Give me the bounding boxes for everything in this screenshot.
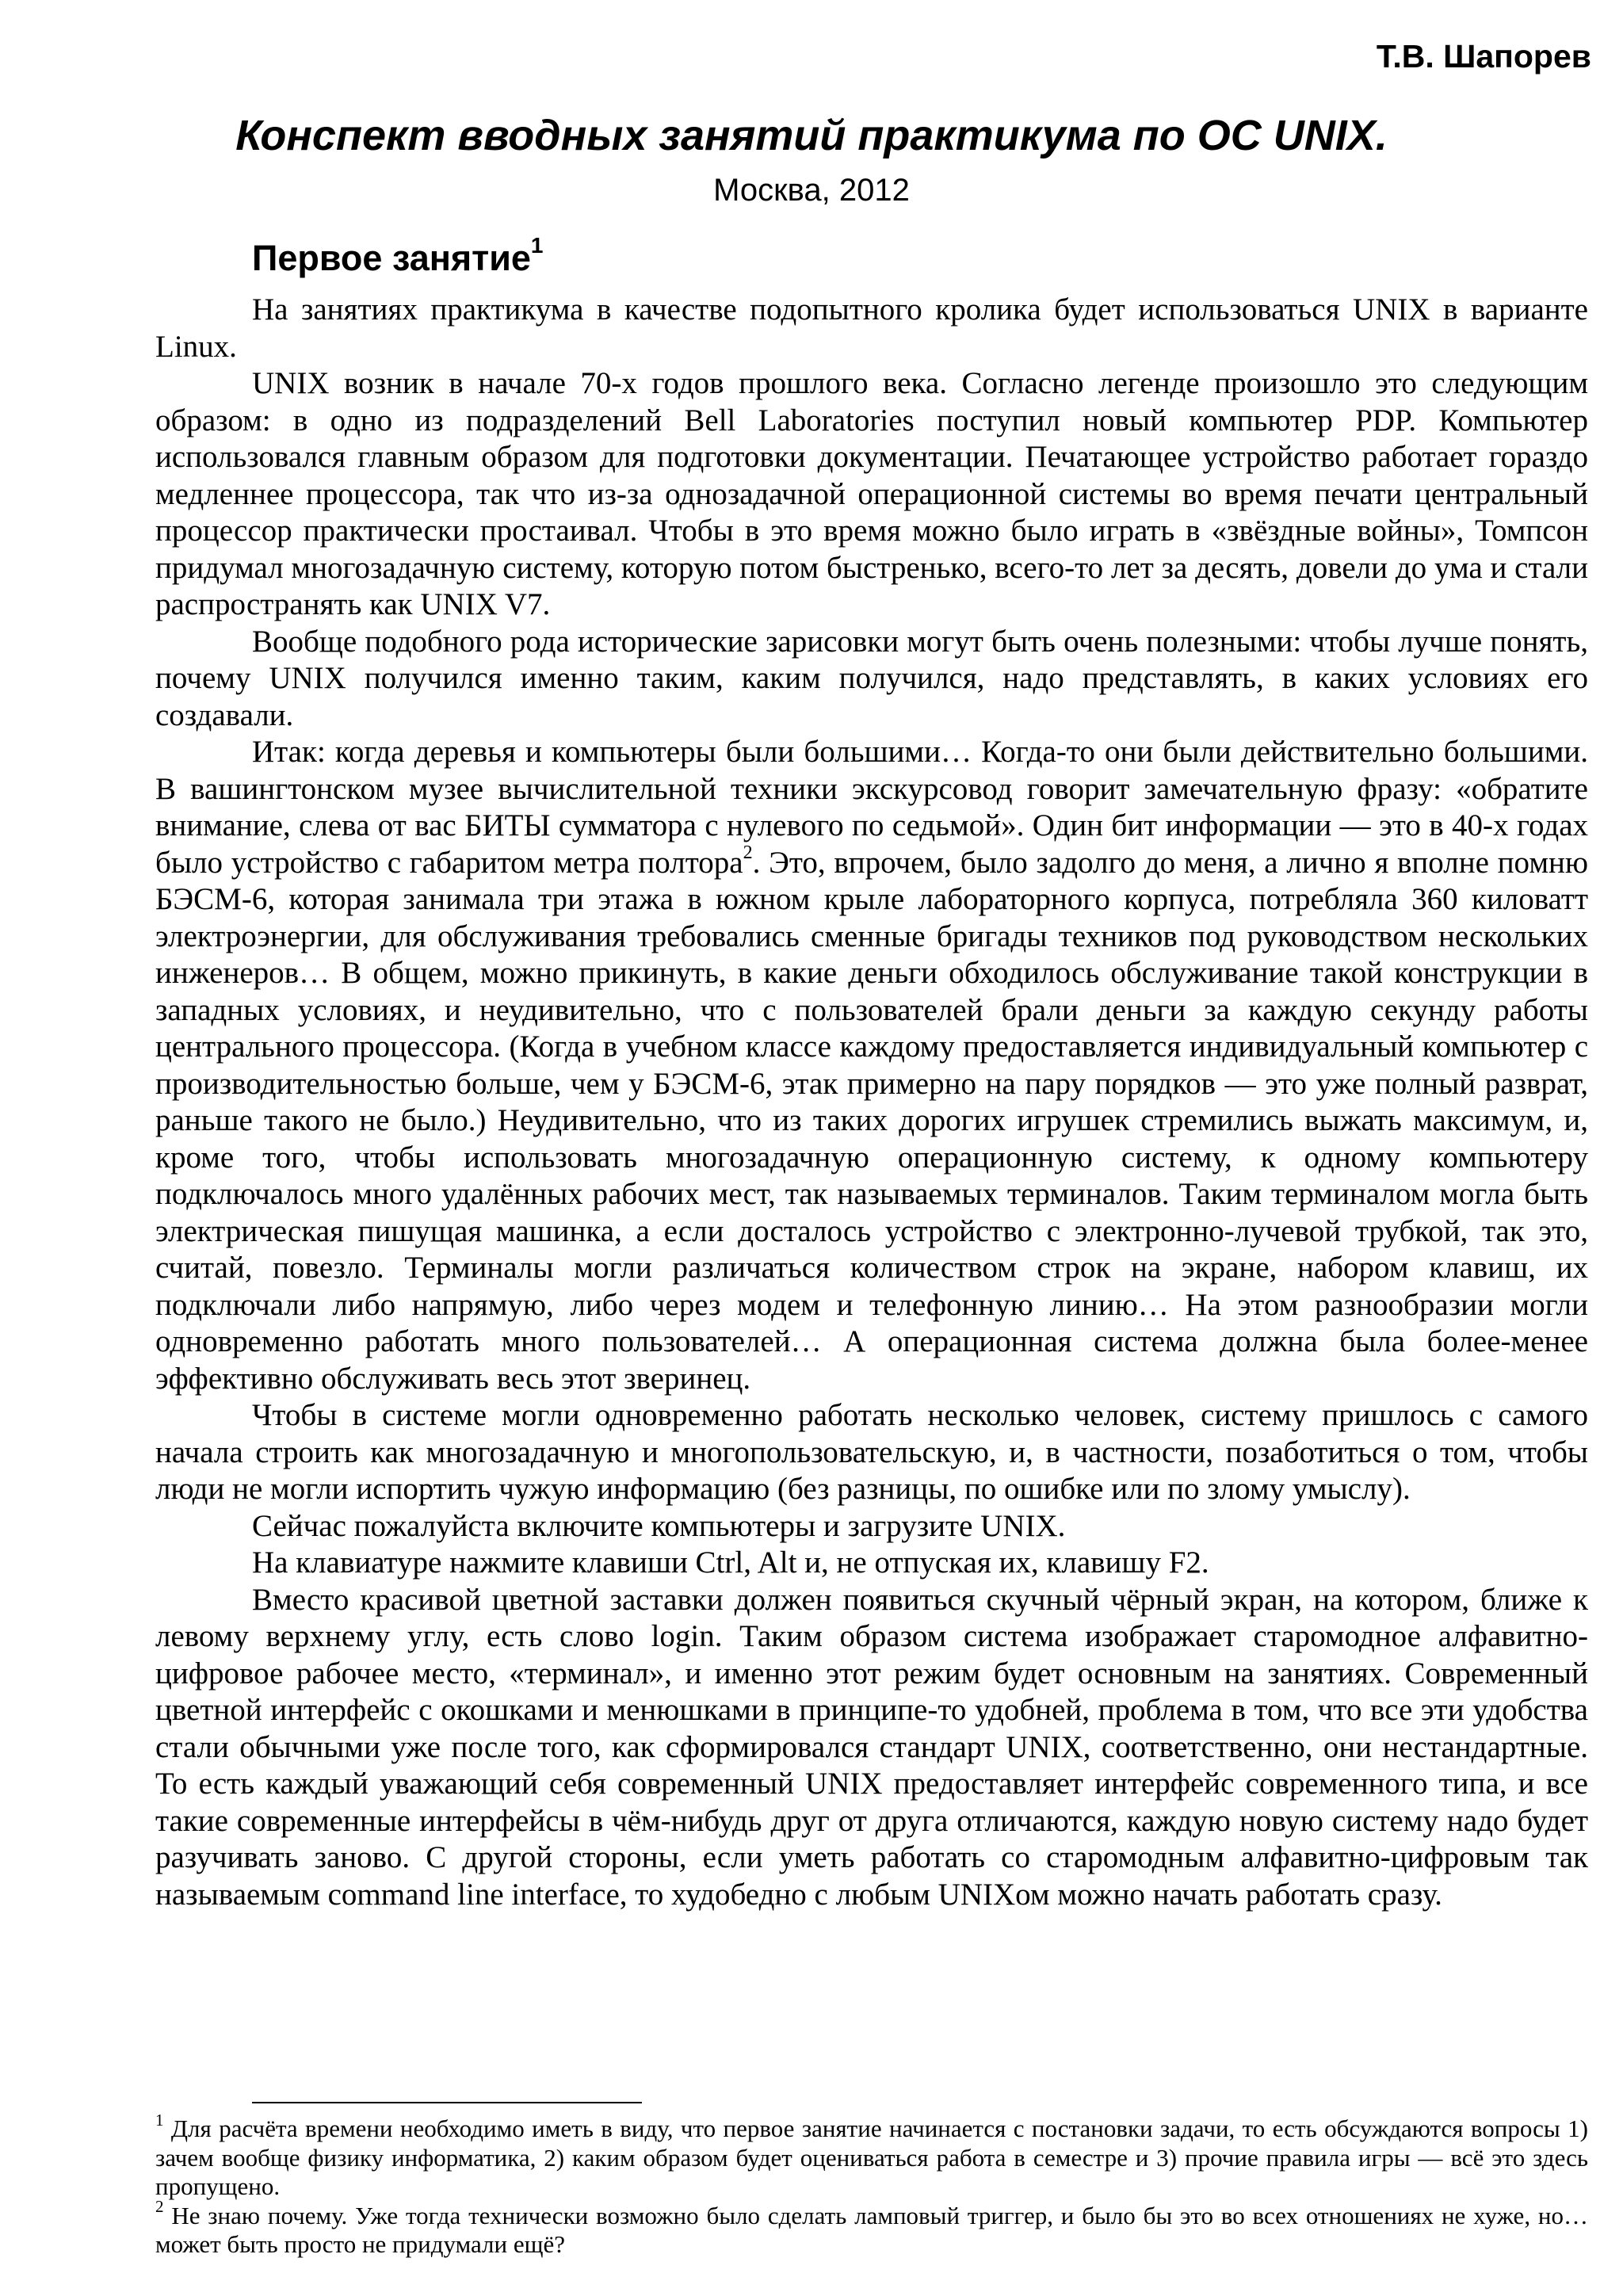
place-and-year: Москва, 2012 <box>713 173 910 208</box>
paragraph-3: Вообще подобного рода исторические зарисовки могут быть очень полезными: чтобы лучше понять, почему UNIX получился именно таким, каким получился, надо представлять, в каких условиях его создавали. <box>155 624 1588 732</box>
paragraph-8: Вместо красивой цветной заставки должен появиться скучный чёрный экран, на котором, ближе к левому верхнему углу, есть слово login. Таким образом система изображает старомодное алфавитно-цифровое рабочее место, «терминал», и именно этот режим будет основным на занятиях. Современный цветной интерфейс с окошками и менюшками в принципе-то удобней, проблема в том, что все эти удобства стали обычными уже после того, как сформировался стандарт UNIX, соответственно, они нестандартные. То есть каждый уважающий себя современный UNIX предоставляет интерфейс современного типа, и все такие современные интерфейсы в чём-нибудь друг от друга отличаются, каждую новую систему надо будет разучивать заново. С другой стороны, если уметь работать со старомодным алфавитно-цифровым так называемым command line interface, то худобедно с любым UNIXом можно начать работать сразу. <box>155 1582 1588 1912</box>
paragraph-4-part-2: . Это, впрочем, было задолго до меня, а лично я вполне помню БЭСМ-6, которая занимала три этажа в южном крыле лабораторного корпуса, потребляла 360 киловатт электроэнергии, для обслуживания требовались сменные бригады техников под руководством нескольких инженеров… В общем, можно прикинуть, в какие деньги обходилось обслуживание такой конструкции в западных условиях, и неудивительно, что с пользователей брали деньги за каждую секунду работы центрального процессора. (Когда в учебном классе каждому предоставляется индивидуальный компьютер с производительностью больше, чем у БЭСМ-6, этак примерно на пару порядков — это уже полный разврат, раньше такого не было.) Неудивительно, что из таких дорогих игрушек стремились выжать максимум, и, кроме того, чтобы использовать многозадачную операционную систему, к одному компьютеру подключалось много удалённых рабочих мест, так называемых терминалов. Таким терминалом могла быть электрическая пишущая машинка, а если досталось устройство с электронно-лучевой трубкой, так это, считай, повезло. Терминалы могли различаться количеством строк на экране, набором клавиш, их подключали либо напрямую, либо через модем и телефонную линию… На этом разнообразии могли одновременно работать много пользователей… А операционная система должна была более-менее эффективно обслуживать весь этот зверинец. <box>155 845 1589 1396</box>
footnotes <box>155 2110 1588 2260</box>
paragraph-4 <box>155 734 1588 1397</box>
section-heading <box>252 233 544 279</box>
footnote-mark-2: 2 <box>155 2197 164 2217</box>
footnote-ref-2[interactable]: 2 <box>743 842 753 863</box>
footnote-mark-1: 1 <box>155 2110 164 2130</box>
paragraph-1: На занятиях практикума в качестве подопытного кролика будет использоваться UNIX в варианте Linux. <box>155 292 1588 364</box>
paragraph-2: UNIX возник в начале 70-х годов прошлого века. Согласно легенде произошло это следующим образом: в одно из подразделений Bell Laboratories поступил новый компьютер PDP. Компьютер использовался главным образом для подготовки документации. Печатающее устройство работает гораздо медленнее процессора, так что из-за однозадачной операционной системы во время печати центральный процессор практически простаивал. Чтобы в это время можно было играть в «звёздные войны», Томпсон придумал многозадачную систему, которую потом быстренько, всего-то лет за десять, довели до ума и стали распространять как UNIX V7. <box>155 366 1588 621</box>
footnote-text-1: Для расчёта времени необходимо иметь в виду, что первое занятие начинается с постановки задачи, то есть обсуждаются вопросы 1) зачем вообще физику информатика, 2) каким образом будет оцениваться работа в семестре и 3) прочие правила игры — всё это здесь пропущено. <box>155 2115 1588 2200</box>
paragraph-4-part-1: Итак: когда деревья и компьютеры были большими… Когда-то они были действительно большими. В вашингтонском музее вычислительной техники экскурсовод говорит замечательную фразу: «обратите внимание, слева от вас БИТЫ сумматора с нулевого по седьмой». Один бит информации — это в 40-х годах было устройство с габаритом метра полтора <box>155 735 1588 880</box>
document-title: Конспект вводных занятий практикума по ОС UNIX. <box>235 112 1388 159</box>
footnote-ref-1[interactable]: 1 <box>530 233 544 258</box>
footnote-separator <box>252 2102 642 2103</box>
paragraph-6: Сейчас пожалуйста включите компьютеры и загрузите UNIX. <box>252 1508 1066 1543</box>
paragraph-7: На клавиатуре нажмите клавиши Ctrl, Alt и, не отпуская их, клавишу F2. <box>252 1545 1209 1580</box>
footnote-text-2: Не знаю почему. Уже тогда технически возможно было сделать ламповый триггер, и было бы это во всех отношениях не хуже, но… может быть просто не придумали ещё? <box>155 2201 1588 2258</box>
paragraph-5: Чтобы в системе могли одновременно работать несколько человек, систему пришлось с самого начала строить как многозадачную и многопользовательскую, и, в частности, позаботиться о том, чтобы люди не могли испортить чужую информацию (без разницы, по ошибке или по злому умыслу). <box>155 1398 1588 1506</box>
footnote-1 <box>155 2110 1588 2202</box>
footnote-2 <box>155 2197 1588 2260</box>
author-name: Т.В. Шапорев <box>1376 38 1591 74</box>
section-heading-text: Первое занятие <box>252 238 531 278</box>
body-text <box>155 292 1588 1913</box>
